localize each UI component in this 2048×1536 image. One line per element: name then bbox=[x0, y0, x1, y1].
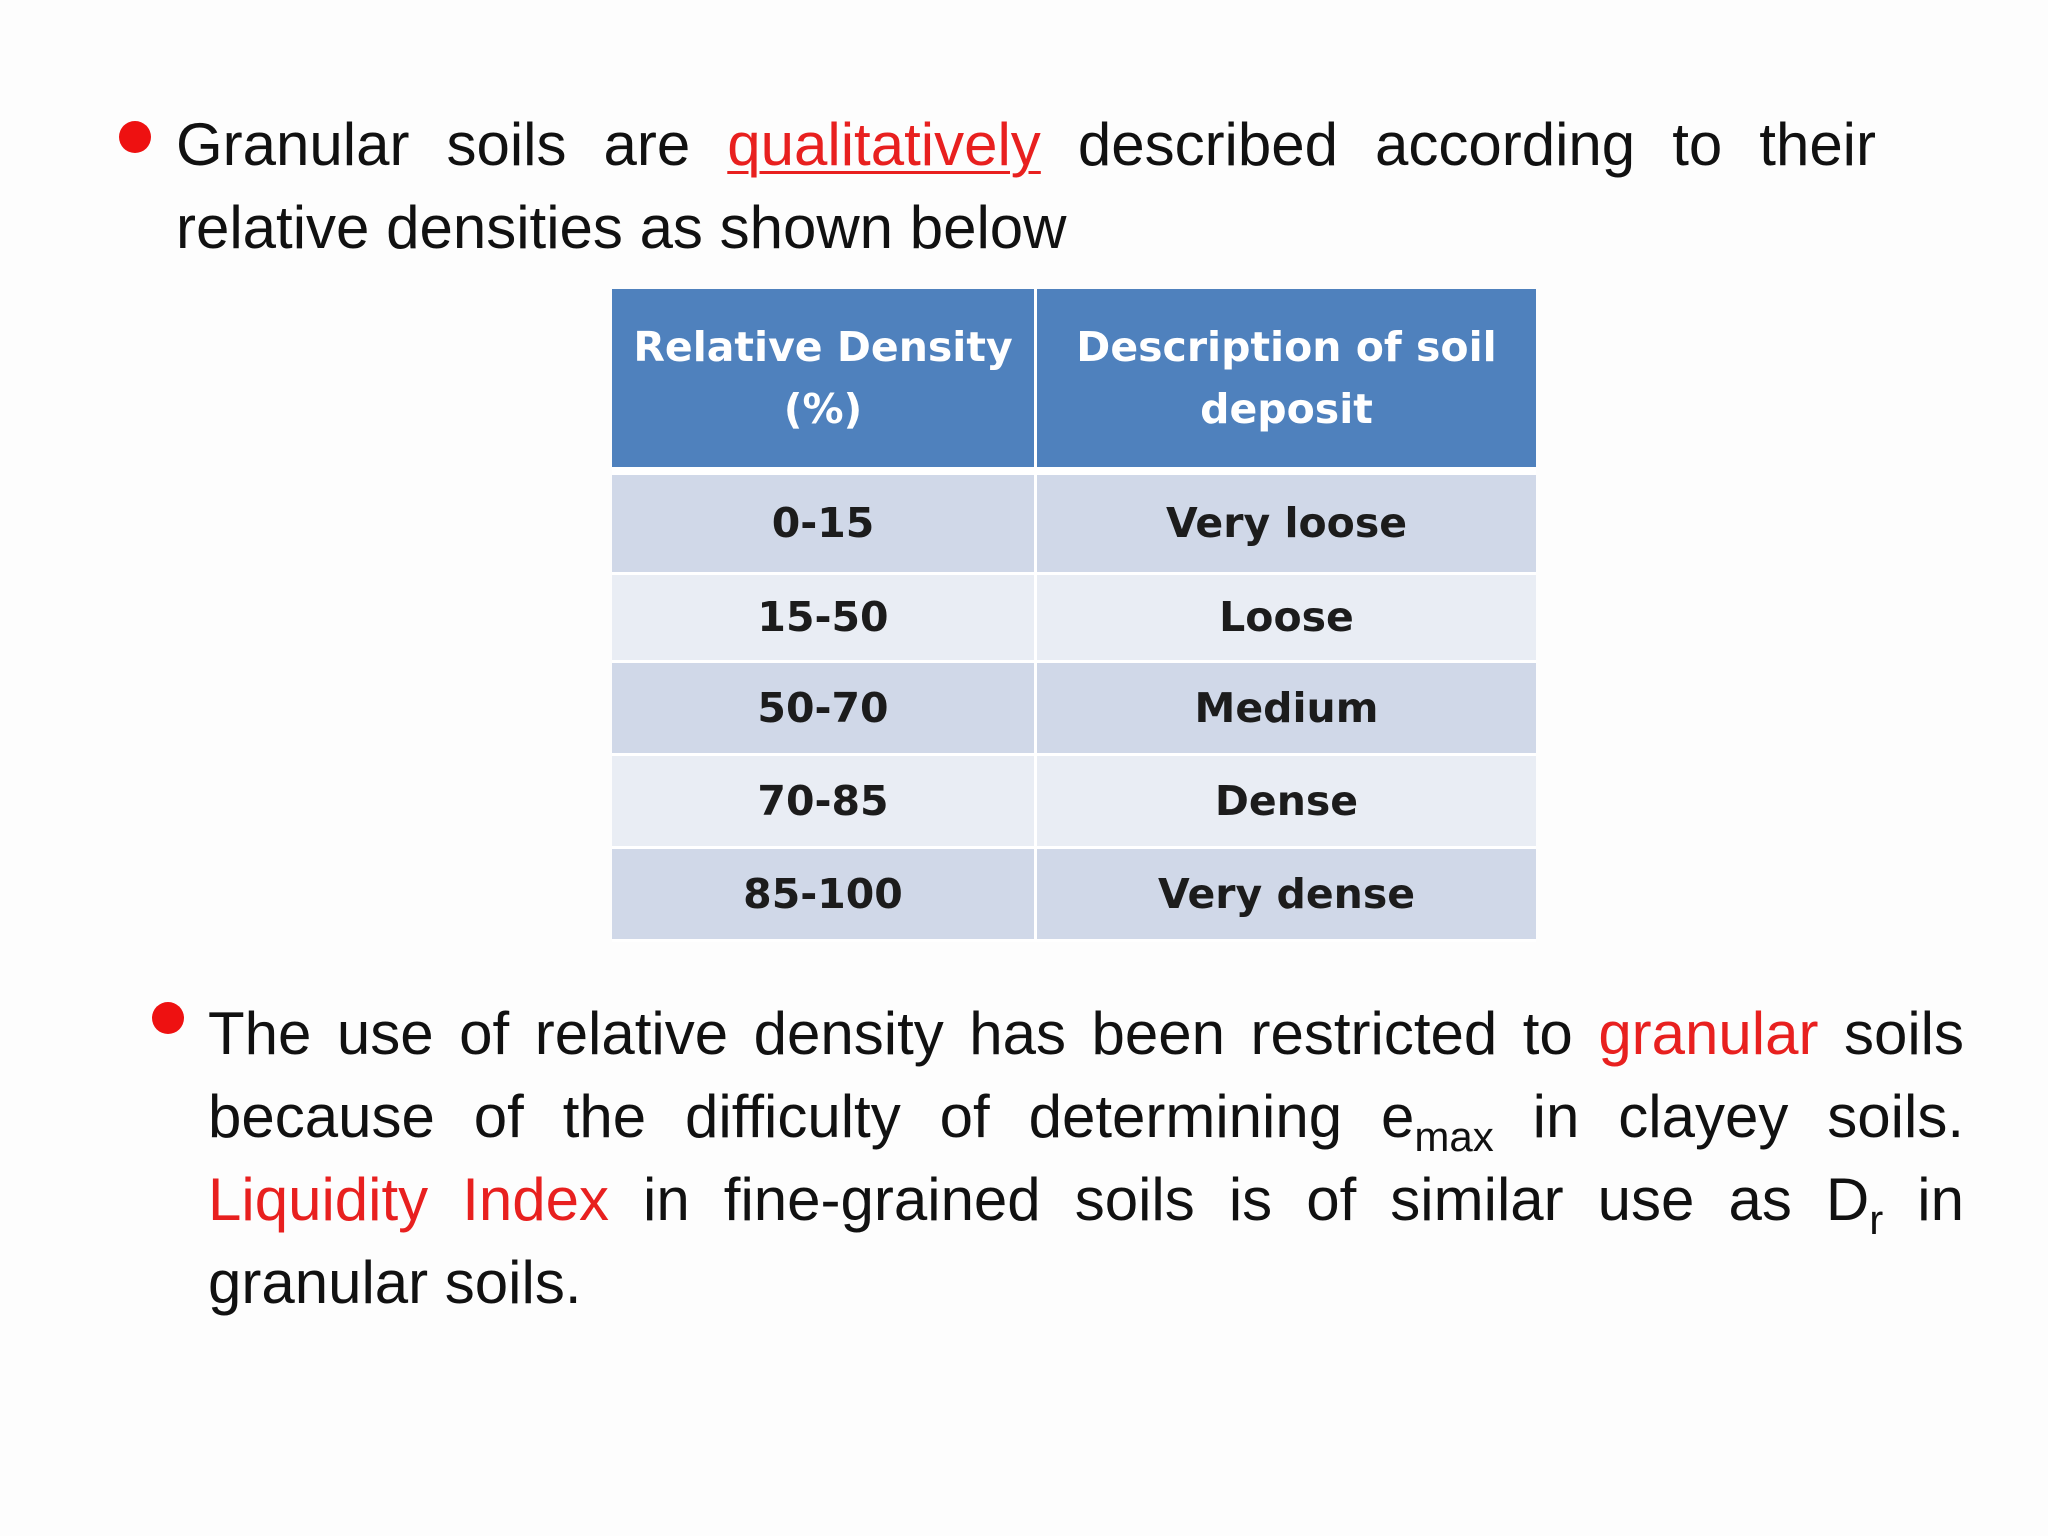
description-cell: Very loose bbox=[1036, 471, 1537, 573]
range-cell: 70-85 bbox=[612, 754, 1036, 847]
table-row bbox=[612, 573, 1536, 661]
table-row bbox=[612, 661, 1536, 754]
table-row bbox=[612, 847, 1536, 940]
note-text: in fine-grained soils is of similar use as D bbox=[608, 1166, 1870, 1233]
bullet-dot bbox=[119, 121, 151, 153]
range-cell: 50-70 bbox=[612, 661, 1036, 754]
intro-paragraph bbox=[176, 103, 1876, 269]
description-cell: Loose bbox=[1036, 573, 1537, 661]
table-header-row bbox=[612, 289, 1536, 471]
qualitatively-highlight: qualitatively bbox=[727, 111, 1041, 178]
dr-subscript: r bbox=[1869, 1196, 1884, 1243]
description-cell: Very dense bbox=[1036, 847, 1537, 940]
range-cell: 0-15 bbox=[612, 471, 1036, 573]
note-text: The use of relative density has been restricted to bbox=[208, 1000, 1599, 1067]
note-text: in granular soils. bbox=[208, 1166, 1964, 1316]
note-paragraph bbox=[208, 992, 1964, 1324]
note-text: in clayey soils. bbox=[1493, 1083, 1964, 1150]
header-relative-density: Relative Density (%) bbox=[612, 289, 1036, 471]
range-cell: 85-100 bbox=[612, 847, 1036, 940]
table-row bbox=[612, 754, 1536, 847]
relative-density-table bbox=[612, 289, 1536, 942]
header-description: Description of soil deposit bbox=[1036, 289, 1537, 471]
intro-text-after: described according to their relative densities as shown below bbox=[176, 111, 1876, 261]
granular-highlight: granular bbox=[1598, 1000, 1819, 1067]
intro-text-before: Granular soils are bbox=[176, 111, 728, 178]
liquidity-index-highlight: Liquidity Index bbox=[208, 1166, 609, 1233]
description-cell: Dense bbox=[1036, 754, 1537, 847]
bullet-dot bbox=[152, 1002, 184, 1034]
note-text: soils because of the difficulty of determining e bbox=[208, 1000, 1964, 1150]
range-cell: 15-50 bbox=[612, 573, 1036, 661]
description-cell: Medium bbox=[1036, 661, 1537, 754]
table-row bbox=[612, 471, 1536, 573]
emax-subscript: max bbox=[1414, 1113, 1494, 1160]
